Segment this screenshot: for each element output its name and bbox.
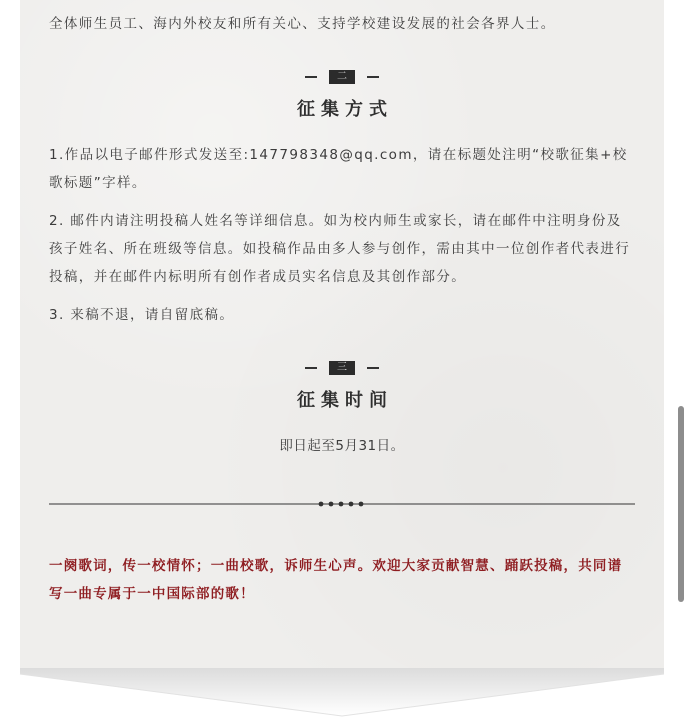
dash-right	[367, 367, 379, 369]
dash-right	[367, 76, 379, 78]
deadline-text: 即日起至5月31日。	[279, 438, 405, 454]
section-3-number-row	[0, 360, 684, 376]
section-3-header	[0, 360, 684, 412]
section-3-title: 征集时间	[297, 390, 393, 411]
section-2-header	[0, 69, 684, 121]
paper-curl-decoration	[0, 668, 684, 726]
section-2-item-2: 2. 邮件内请注明投稿人姓名等详细信息。如为校内师生或家长，请在邮件中注明身份及孩子姓名、所在班级等信息。如投稿作品由多人参与创作，需由其中一位创作者代表进行投稿，并在邮件内标明所有创作者成员实名信息及其创作部分。	[49, 213, 631, 285]
section-2-title: 征集方式	[297, 99, 393, 120]
intro-line: 全体师生员工、海内外校友和所有关心、支持学校建设发展的社会各界人士。	[49, 16, 556, 32]
dash-left	[305, 367, 317, 369]
section-2-number-row	[0, 69, 684, 85]
closing-message: 一阕歌词，传一校情怀；一曲校歌，诉师生心声。欢迎大家贡献智慧、踊跃投稿，共同谱写一曲专属于一中国际部的歌！	[49, 558, 623, 602]
scrollbar-thumb[interactable]	[678, 406, 684, 602]
dash-left	[305, 76, 317, 78]
section-2-number: 二	[329, 70, 355, 84]
section-2-item-1: 1.作品以电子邮件形式发送至:147798348@qq.com，请在标题处注明“校歌征集+校歌标题”字样。	[49, 147, 628, 191]
section-3-number: 三	[329, 361, 355, 375]
section-2-item-3: 3. 来稿不退，请自留底稿。	[49, 307, 235, 323]
dotted-divider	[49, 496, 635, 512]
